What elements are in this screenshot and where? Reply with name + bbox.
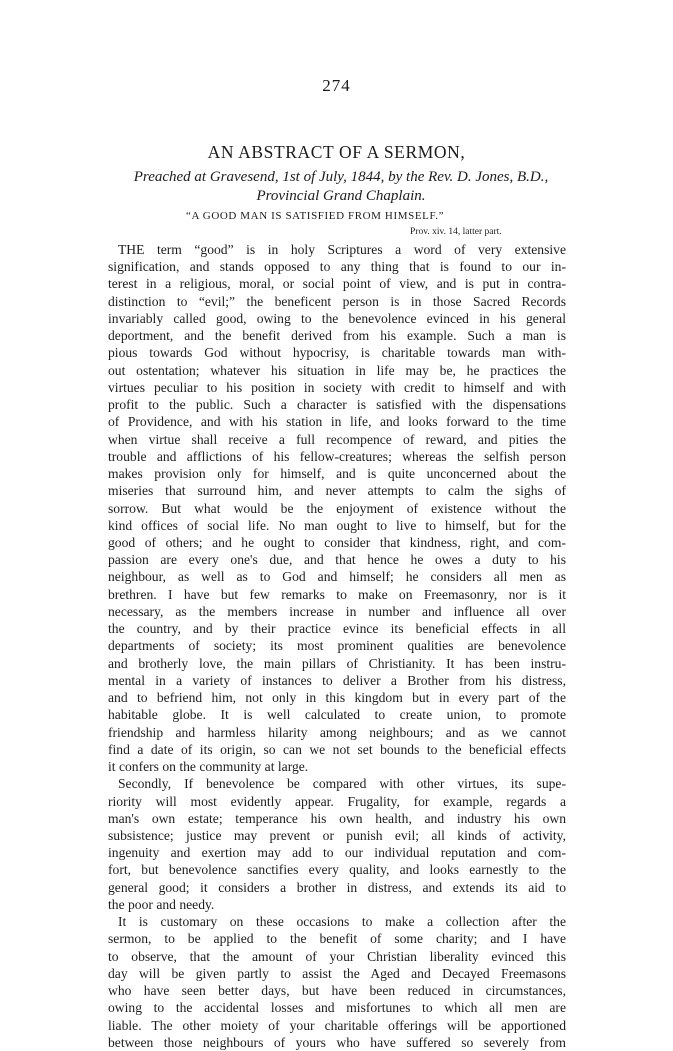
text-line: habitable globe. It is well calculated to create union, to promote xyxy=(108,707,566,723)
text-line: man's own estate; temperance his own health, and industry his own xyxy=(108,810,566,826)
text-line: subsistence; justice may prevent or punish evil; all kinds of activity, xyxy=(108,827,566,843)
text-line: miseries that surround him, and never attempts to calm the sighs of xyxy=(108,483,566,499)
subtitle-line: Preached at Gravesend, 1st of July, 1844, by the Rev. D. Jones, B.D., xyxy=(133,169,549,185)
sermon-body xyxy=(108,241,566,1051)
text-line: good of others; and he ought to consider that kindness, right, and com- xyxy=(108,534,566,550)
text-line: mental in a variety of instances to deliver a Brother from his distress, xyxy=(108,672,566,688)
text-line: the country, and by their practice evince its beneficial effects in all xyxy=(108,621,566,637)
text-line: makes provision only for himself, and is quite unconcerned about the xyxy=(108,466,566,482)
text-line: necessary, as the members increase in number and influence all over xyxy=(108,603,566,619)
page-number: 274 xyxy=(322,76,351,95)
text-line: friendship and harmless hilarity among neighbours; and as we cannot xyxy=(108,724,566,740)
text-line: who have seen better days, but have been reduced in circumstances, xyxy=(108,983,566,999)
text-line: departments of society; its most prominent qualities are benevolence xyxy=(108,638,566,654)
text-line: terest in a religious, moral, or social point of view, and is put in contra- xyxy=(108,276,566,292)
text-line: THE term “good” is in holy Scriptures a word of very extensive xyxy=(118,242,566,257)
text-line: it confers on the community at large. xyxy=(108,759,309,775)
text-line: find a date of its origin, so can we not set bounds to the beneficial effects xyxy=(108,741,566,757)
text-line: riority will most evidently appear. Frugality, for example, regards a xyxy=(108,793,566,809)
text-line: kind offices of social life. No man ought to live to himself, but for the xyxy=(108,517,566,533)
text-line: and brotherly love, the main pillars of Christianity. It has been instru- xyxy=(108,655,566,671)
text-line: sermon, to be applied to the benefit of some charity; and I have xyxy=(108,931,566,947)
text-line: and to befriend him, not only in this kingdom but in every part of the xyxy=(108,690,566,706)
sermon-title: AN ABSTRACT OF A SERMON, xyxy=(207,142,466,162)
text-line: to observe, that the amount of your Christian liberality evinced this xyxy=(108,948,566,964)
text-line: the poor and needy. xyxy=(108,896,215,912)
epigraph-reference: Prov. xiv. 14, latter part. xyxy=(410,227,502,237)
text-line: deportment, and the benefit derived from his example. Such a man is xyxy=(108,328,566,344)
text-line: signification, and stands opposed to any thing that is found to our in- xyxy=(108,259,566,275)
text-line: invariably called good, owing to the benevolence evinced in his general xyxy=(108,310,566,326)
text-line: general good; it considers a brother in distress, and extends its aid to xyxy=(108,879,566,895)
text-line: liable. The other moiety of your charitable offerings will be apportioned xyxy=(108,1017,566,1033)
text-line: when virtue shall receive a full recompence of reward, and pities the xyxy=(108,431,566,447)
text-line: Secondly, If benevolence be compared with other virtues, its supe- xyxy=(118,776,566,792)
text-line: fort, but benevolence sanctifies every quality, and looks earnestly to the xyxy=(108,862,566,878)
epigraph-quote: “A GOOD MAN IS SATISFIED FROM HIMSELF.” xyxy=(186,210,445,222)
subtitle-line: Provincial Grand Chaplain. xyxy=(256,188,426,204)
text-line: between those neighbours of yours who have suffered so severely from xyxy=(108,1034,566,1050)
text-line: pious towards God without hypocrisy, is charitable towards man with- xyxy=(108,345,566,361)
text-line: ingenuity and exertion may add to our individual reputation and com- xyxy=(108,845,566,861)
text-line: of Providence, and with his station in life, and looks forward to the time xyxy=(108,414,566,430)
text-line: owing to the accidental losses and misfortunes to which all men are xyxy=(108,1000,566,1016)
text-line: profit to the public. Such a character is satisfied with the dispensations xyxy=(108,397,566,413)
text-line: virtues peculiar to his position in society with credit to himself and with xyxy=(108,379,566,395)
text-line: trouble and afflictions of his fellow-creatures; whereas the selfish person xyxy=(108,448,566,464)
text-line: brethren. I have but few remarks to make on Freemasonry, nor is it xyxy=(108,586,566,602)
text-line: distinction to “evil;” the beneficent person is in those Sacred Records xyxy=(108,293,566,309)
text-line: out ostentation; whatever his situation in life may be, he practices the xyxy=(108,362,566,378)
sermon-subtitle xyxy=(96,168,586,206)
text-line: passion are every one's due, and that hence he owes a duty to his xyxy=(108,552,566,568)
text-line: day will be given partly to assist the Aged and Decayed Freemasons xyxy=(108,965,566,981)
text-line: It is customary on these occasions to make a collection after the xyxy=(118,914,566,930)
text-line: sorrow. But what would be the enjoyment of existence without the xyxy=(108,500,566,516)
text-line: neighbour, as well as to God and himself; he considers all men as xyxy=(108,569,566,585)
